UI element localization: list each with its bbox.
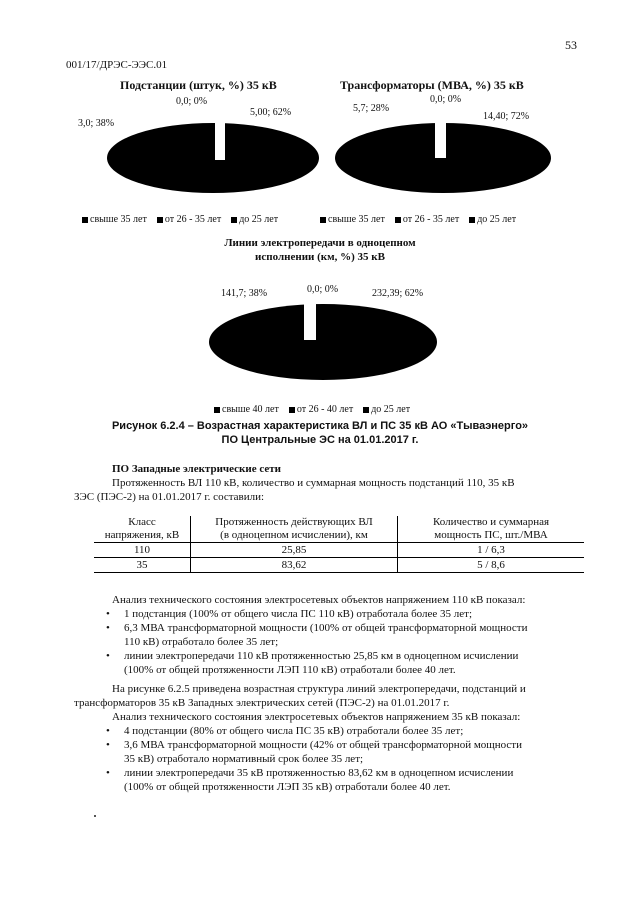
legend-swatch <box>82 217 88 223</box>
legend-label: до 25 лет <box>371 404 411 415</box>
header-text: Протяженность действующих ВЛ <box>215 516 373 528</box>
transformers-pie <box>335 120 551 193</box>
legend-bottom <box>214 404 410 415</box>
legend-swatch <box>320 217 326 223</box>
substations-label-mid: 0,0; 0% <box>176 96 208 107</box>
table-row <box>94 543 584 558</box>
legend-label: от 26 - 35 лет <box>402 214 460 225</box>
list-item <box>106 621 586 649</box>
table-cell: 1 / 6,3 <box>477 544 505 556</box>
figure-ref-line2: трансформаторов 35 кВ Западных электрических сетей (ПЭС-2) на 01.01.2017 г. <box>74 697 450 709</box>
table-header-row <box>94 516 584 543</box>
scan-speck <box>94 815 96 817</box>
legend-item <box>289 404 353 415</box>
legend-swatch <box>214 407 220 413</box>
lines-label-mid: 0,0; 0% <box>307 284 339 295</box>
legend-label: свыше 40 лет <box>222 404 279 415</box>
list-item <box>106 766 586 794</box>
transformers-label-mid: 0,0; 0% <box>430 94 462 105</box>
legend-label: свыше 35 лет <box>90 214 147 225</box>
section-heading: ПО Западные электрические сети <box>112 463 281 475</box>
header-text: Количество и суммарная <box>432 516 550 528</box>
list-item-text: 6,3 МВА трансформаторной мощности (100% от общей трансформаторной мощности <box>124 622 528 634</box>
legend-swatch <box>157 217 163 223</box>
legend-top-left <box>82 214 278 225</box>
legend-label: до 25 лет <box>239 214 279 225</box>
table-cell: 5 / 8,6 <box>398 558 585 573</box>
header-text: мощность ПС, шт./МВА <box>434 529 548 541</box>
legend-label: от 26 - 40 лет <box>296 404 354 415</box>
list-item <box>106 649 586 677</box>
header-text: напряжения, кВ <box>104 529 180 541</box>
transformers-chart-title: Трансформаторы (МВА, %) 35 кВ <box>340 78 524 92</box>
section-intro-line1: Протяженность ВЛ 110 кВ, количество и суммарная мощность подстанций 110, 35 кВ <box>112 477 515 489</box>
list-item-text: 35 кВ) отработало нормативный срок более 35 лет; <box>124 753 364 765</box>
legend-label: свыше 35 лет <box>328 214 385 225</box>
legend-swatch <box>469 217 475 223</box>
page-number: 53 <box>565 38 577 52</box>
legend-item <box>231 214 278 225</box>
table-row <box>94 558 584 573</box>
legend-item <box>82 214 147 225</box>
legend-item <box>395 214 459 225</box>
figure-caption-line2: ПО Центральные ЭС на 01.01.2017 г. <box>221 434 419 446</box>
table-cell: 25,85 <box>191 543 398 558</box>
legend-item <box>363 404 410 415</box>
bullet-icon: • <box>106 725 110 737</box>
document-code: 001/17/ДРЭС-ЭЭС.01 <box>66 59 168 71</box>
list-item <box>106 724 586 738</box>
table-header-voltage <box>94 516 191 543</box>
legend-swatch <box>363 407 369 413</box>
bullet-icon: • <box>106 650 110 662</box>
analysis110-intro: Анализ технического состояния электросетевых объектов напряжением 110 кВ показал: <box>112 594 526 606</box>
lines-label-over: 141,7; 38% <box>221 288 268 299</box>
legend-swatch <box>231 217 237 223</box>
substations-label-under: 5,00; 62% <box>250 107 292 118</box>
figure-ref-line1: На рисунке 6.2.5 приведена возрастная структура линий электропередачи, подстанций и <box>112 683 526 695</box>
analysis110-list <box>106 607 586 677</box>
list-item <box>106 607 586 621</box>
legend-label: от 26 - 35 лет <box>164 214 222 225</box>
bullet-icon: • <box>106 739 110 751</box>
list-item-text: линии электропередачи 35 кВ протяженностью 83,62 км в одноцепном исчислении <box>124 767 514 779</box>
list-item-text: 3,6 МВА трансформаторной мощности (42% от общей трансформаторной мощности <box>124 739 522 751</box>
analysis35-list <box>106 724 586 794</box>
legend-item <box>320 214 385 225</box>
list-item-text: линии электропередачи 110 кВ протяженностью 25,85 км в одноцепном исчислении <box>124 650 519 662</box>
list-item <box>106 738 586 766</box>
transformers-label-over: 5,7; 28% <box>353 103 390 114</box>
legend-swatch <box>395 217 401 223</box>
legend-swatch <box>289 407 295 413</box>
substations-label-over: 3,0; 38% <box>78 118 115 129</box>
table-cell: 83,62 <box>191 558 398 573</box>
header-text: (в одноцепном исчислении), км <box>220 529 368 541</box>
section-intro-line2: ЗЭС (ПЭС-2) на 01.01.2017 г. составили: <box>74 491 265 503</box>
list-item-text: 4 подстанции (80% от общего числа ПС 35 кВ) отработали более 35 лет; <box>124 725 464 737</box>
top-pies <box>80 118 570 198</box>
bullet-icon: • <box>106 608 110 620</box>
list-item-text: 110 кВ) отработало более 35 лет; <box>124 636 279 648</box>
list-item-text: (100% от общей протяженности ЛЭП 35 кВ) отработали более 40 лет. <box>124 781 451 793</box>
lines-chart-title-line1: Линии электропередачи в одноцепном <box>224 237 416 249</box>
transformers-label-under: 14,40; 72% <box>483 111 530 122</box>
lines-pie <box>200 296 450 386</box>
substations-pie <box>107 121 319 193</box>
lines-chart-title-line2: исполнении (км, %) 35 кВ <box>255 251 385 263</box>
legend-item <box>157 214 221 225</box>
bullet-icon: • <box>106 622 110 634</box>
lines-label-under: 232,39; 62% <box>372 288 424 299</box>
legend-item <box>214 404 279 415</box>
analysis35-intro: Анализ технического состояния электросетевых объектов напряжением 35 кВ показал: <box>112 711 521 723</box>
table-header-length <box>191 516 398 543</box>
legend-item <box>469 214 516 225</box>
table-cell: 35 <box>94 558 191 573</box>
data-table <box>94 516 584 573</box>
table-cell: 110 <box>94 543 191 558</box>
list-item-text: (100% от общей протяженности ЛЭП 110 кВ) отработали более 40 лет. <box>124 664 456 676</box>
bullet-icon: • <box>106 767 110 779</box>
table-header-substations <box>398 516 585 543</box>
list-item-text: 1 подстанция (100% от общего числа ПС 110 кВ) отработала более 35 лет; <box>124 608 473 620</box>
legend-top-right <box>320 214 516 225</box>
legend-label: до 25 лет <box>477 214 517 225</box>
header-text: Класс <box>128 516 156 528</box>
figure-caption-line1: Рисунок 6.2.4 – Возрастная характеристика ВЛ и ПС 35 кВ АО «Тываэнерго» <box>111 420 529 432</box>
substations-chart-title: Подстанции (штук, %) 35 кВ <box>120 78 277 92</box>
